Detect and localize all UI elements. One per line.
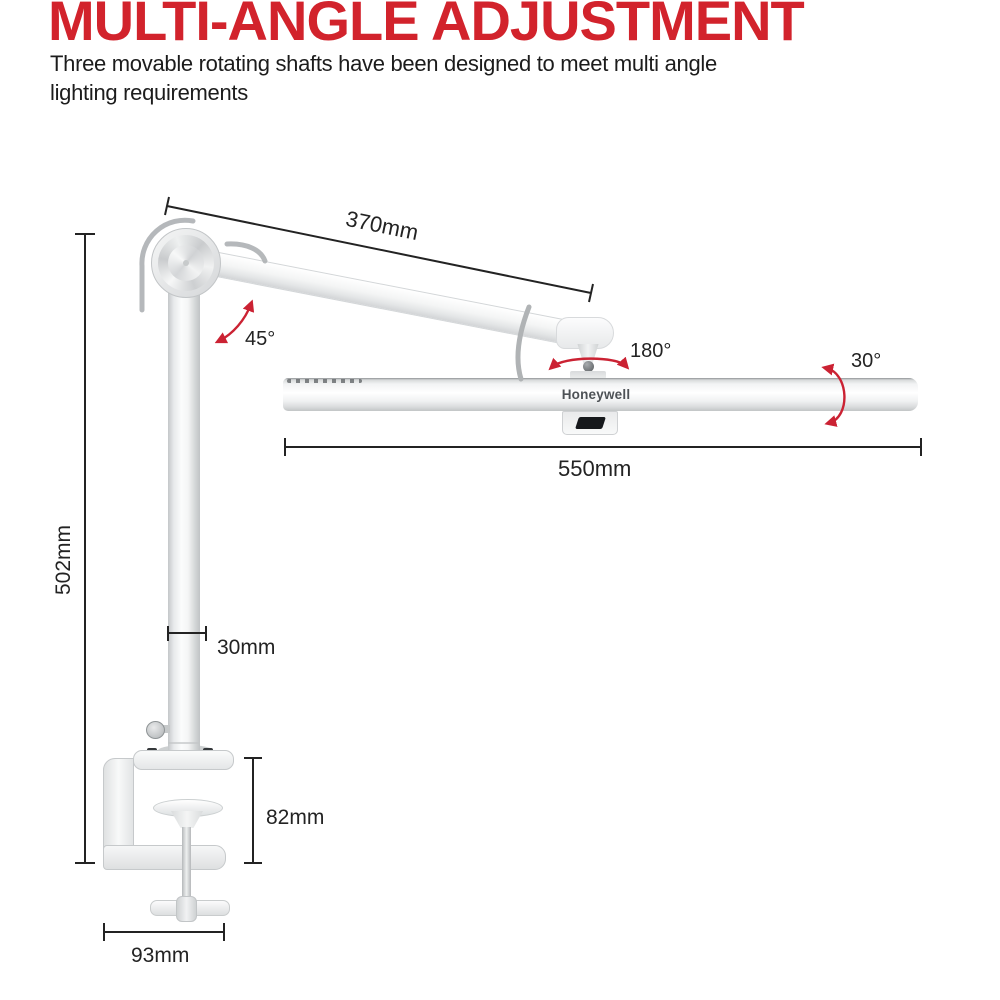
clamp-screw-rod — [182, 827, 191, 903]
page-subtitle: Three movable rotating shafts have been designed to meet multi angle lighting requirements — [50, 51, 717, 105]
honeywell-logo: Honeywell — [561, 387, 631, 402]
clamp-base-dimension — [104, 923, 224, 941]
pole-seam — [168, 742, 200, 744]
page-title: MULTI-ANGLE ADJUSTMENT — [48, 0, 804, 52]
clamp-height-label: 82mm — [266, 806, 325, 829]
desk-clamp-bottom-arm — [103, 845, 226, 870]
elbow-angle-label: 45° — [245, 328, 276, 350]
led-vent-dashes — [287, 379, 362, 383]
pole-height-label: 502mm — [52, 524, 75, 596]
bar-length-dimension — [285, 438, 921, 456]
pole-height-dimension — [75, 234, 95, 863]
clamp-height-dimension — [244, 758, 262, 863]
clamp-handle-boss — [176, 896, 197, 922]
pole-thumb-screw — [146, 721, 165, 739]
head-angle-label: 180° — [630, 340, 672, 362]
arm-length-label: 370mm — [343, 205, 421, 246]
lamp-pole — [168, 246, 200, 760]
tilt-angle-label: 30° — [851, 350, 882, 372]
control-panel — [562, 411, 618, 435]
clamp-disc-funnel — [167, 811, 207, 828]
clamp-base-width-label: 93mm — [131, 944, 190, 967]
sensor-window — [575, 417, 606, 429]
pole-diameter-label: 30mm — [217, 636, 276, 659]
bar-length-label: 550mm — [558, 456, 632, 481]
desk-clamp-top-plate — [133, 750, 234, 770]
elbow-joint-center — [183, 260, 189, 266]
